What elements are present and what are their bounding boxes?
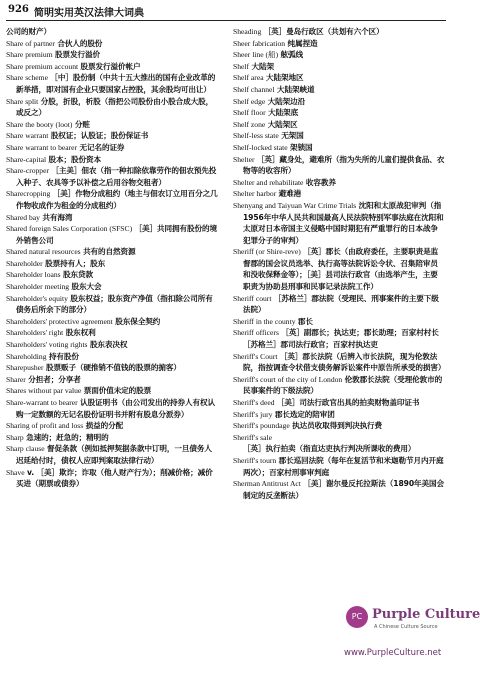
dictionary-entry	[233, 38, 445, 50]
entry-definition: ［美］作物分成租约（地主与佃农订立用百分之几作物收成作为租金的分成租约）	[16, 189, 218, 210]
entry-term: Sherman Antitrust Act	[233, 479, 301, 489]
entry-definition: v. ［美］欺诈；诈取（他人财产行为）；削减价格；减价买进（期票或债券）	[16, 467, 213, 489]
entry-term: Shared foreign Sales Corporation (SFSC)	[6, 224, 133, 234]
dictionary-entry	[6, 443, 218, 466]
dictionary-entry	[6, 316, 218, 328]
dictionary-entry	[233, 26, 445, 38]
entry-term: Sheriff's Court	[233, 351, 278, 361]
entry-term: Share warrant to bearer	[6, 142, 78, 152]
entry-term: Sharecropping	[6, 189, 51, 199]
entry-term: Sheriff's deed	[233, 398, 275, 407]
entry-definition: 郡长巡回法院（每年在复活节和米迦勒节月内开庭两次）；百家村刑事审判庭	[243, 455, 444, 477]
dictionary-entry	[233, 246, 445, 292]
entry-definition: 纯属捏造	[287, 38, 318, 48]
dictionary-entry	[233, 293, 445, 316]
entry-term: Shareholders' protective agreement	[6, 316, 113, 326]
dictionary-entry	[233, 107, 445, 119]
entry-term: Sheriff's tourn	[233, 455, 277, 465]
dictionary-entry	[6, 362, 218, 374]
entry-definition: 架锁国	[290, 142, 313, 152]
entry-definition: 股权证；认股证；股份保证书	[50, 131, 149, 141]
entry-term: Sheriff in the county	[233, 316, 296, 326]
dictionary-entry	[233, 119, 445, 131]
entry-term: Shareholder loans	[6, 270, 61, 280]
entry-definition: 股票持有人；股东	[45, 258, 106, 268]
entry-term: Share of partner	[6, 38, 55, 48]
header-rule	[6, 20, 446, 21]
entry-term: Shelter	[233, 154, 255, 164]
purple-culture-watermark	[328, 596, 480, 672]
book-title: 简明实用英汉法律大词典	[34, 8, 144, 19]
dictionary-entry	[233, 49, 445, 61]
entry-term: Shelf edge	[233, 96, 266, 106]
dictionary-entry	[6, 374, 218, 386]
entry-definition: 股本；股份资本	[48, 154, 101, 164]
entry-term: Sharepusher	[6, 363, 44, 373]
dictionary-entry	[6, 154, 218, 166]
entry-term: Shareholders' right	[6, 328, 64, 338]
entry-definition: 股东权益；股东资产净值（指扣除公司所有债务后所余下的部分）	[16, 293, 213, 315]
entry-term: Sheriff (or Shire-reve)	[233, 247, 301, 257]
entry-term: Shave	[6, 467, 25, 477]
entry-definition: 股票贩子（硬推销不值钱的股票的掮客）	[45, 363, 181, 373]
left-column	[6, 26, 218, 666]
entry-definition: 股东表决权	[89, 340, 128, 350]
dictionary-entry	[6, 165, 218, 188]
entry-definition: 股东权利	[65, 328, 96, 338]
entry-term: Share premium	[6, 50, 53, 60]
dictionary-entry	[6, 188, 218, 211]
dictionary-entry	[6, 420, 218, 432]
entry-term: Share scheme	[6, 73, 48, 83]
entry-definition: 股东保全契约	[115, 316, 161, 326]
dictionary-entry	[6, 61, 218, 73]
watermark-name: Purple Culture	[372, 607, 480, 622]
entry-term: Shares without par value	[6, 386, 82, 396]
dictionary-entry	[233, 327, 445, 350]
purple-culture-logo-icon: PC	[346, 606, 368, 628]
dictionary-entry	[6, 293, 218, 316]
dictionary-entry	[6, 142, 218, 154]
dictionary-entry	[233, 188, 445, 200]
entry-definition: 大陆架边沿	[267, 96, 306, 106]
entry-definition: ［中］股份制（中共十五大推出的国有企业改革的新举措，即对国有企业只要国家占控股，其余股均可出让）	[16, 73, 216, 94]
entry-term: Sheriff's poundage	[233, 421, 290, 431]
dictionary-entry	[6, 26, 218, 38]
entry-definition: ［英］藏身处，避难所（指为失所的儿童们提供食品、衣物等的收容所）	[243, 154, 445, 176]
entry-definition: 共有的自然资源	[83, 247, 136, 257]
dictionary-entry	[233, 96, 445, 108]
dictionary-entry	[233, 316, 445, 328]
entry-definition: 股票发行溢价帐户	[80, 61, 141, 71]
entry-term: Share-cropper	[6, 166, 50, 176]
entry-term: Share warrant	[6, 131, 49, 141]
entry-term: Share split	[6, 96, 39, 106]
dictionary-entry	[6, 223, 218, 246]
entry-term: Shelf-locked state	[233, 142, 288, 152]
entry-term: Sheading	[233, 27, 262, 36]
entry-term: Shareholder meeting	[6, 282, 70, 292]
entry-term: Sheer line (船)	[233, 50, 279, 60]
entry-term: Shared natural resources	[6, 247, 81, 257]
entry-definition: ［主美］佃农（指一种扣除依靠劳作的佃农预先投入种子、农具等予以补偿之后用谷物交租者）	[16, 166, 217, 187]
entry-definition: ［英］郡长（由政府委任，主要职责是监督郡的国会议员选举、执行高等法院诉讼令状、召集陪审员和没收保释金等）；［美］县司法行政官（由选举产生，主要职责为协助县刑事和民事记录法院工作）	[243, 247, 439, 292]
dictionary-entry	[6, 269, 218, 281]
dictionary-entry	[233, 61, 445, 73]
entry-definition: 股票发行溢价	[55, 50, 100, 60]
dictionary-entry	[6, 385, 218, 397]
entry-definition: ［英］副郡长；执达吏；郡长助理；百家村村长［苏格兰］郡司法行政官；百家村执达吏	[243, 328, 439, 350]
entry-definition: 郡长	[297, 316, 313, 326]
entry-term: Share the booty (loot)	[6, 119, 73, 129]
entry-term: Sheriff court	[233, 293, 272, 303]
dictionary-entry	[6, 246, 218, 258]
entry-term: Share-capital	[6, 154, 47, 164]
entry-term: Shareholders' voting rights	[6, 340, 88, 350]
entry-definition: 分担者；分享者	[28, 374, 81, 384]
dictionary-entry	[6, 130, 218, 142]
dictionary-entry	[233, 397, 445, 409]
entry-definition: 大陆架	[251, 61, 274, 71]
dictionary-entry	[233, 130, 445, 142]
entry-term: Sheriff's sale	[233, 432, 272, 442]
entry-term: Sheer fabrication	[233, 38, 286, 48]
dictionary-entry	[233, 420, 445, 432]
entry-term: Shared bay	[6, 212, 40, 222]
entry-term: Share premium account	[6, 61, 79, 71]
entry-term: Shareholding	[6, 351, 47, 361]
entry-definition: 收容教养	[305, 177, 336, 187]
entry-definition: 执达员收取得到判决执行费	[292, 421, 383, 431]
entry-term: Sheriff's jury	[233, 409, 273, 419]
entry-definition: ［英］郡长法院（后辨入市长法院，现为伦敦法院，指按调查令状借支债务解诉讼案件中原告所承受的损害）	[243, 351, 446, 373]
entry-term: Shelf-less state	[233, 131, 279, 141]
entry-term: Share-warrant to bearer	[6, 398, 78, 407]
entry-definition: 大陆架底	[268, 108, 299, 118]
dictionary-entry	[233, 72, 445, 84]
entry-term: Sheriff's court of the city of London	[233, 374, 343, 384]
entry-definition: 大陆架峡道	[276, 84, 315, 94]
dictionary-entry	[6, 212, 218, 224]
entry-term: Sharp	[6, 432, 24, 442]
dictionary-entry	[233, 142, 445, 154]
entry-definition: 分股，折股，析股（指把公司股份由小股合成大股，或反之）	[16, 96, 214, 118]
entry-definition: 舷弧线	[280, 50, 304, 60]
entry-definition: 急速的；赶急的；精明的	[26, 432, 109, 442]
entry-term: Sheriff officers	[233, 328, 279, 338]
dictionary-entry	[233, 177, 445, 189]
entry-definition: 避难港	[278, 189, 302, 199]
entry-definition: 合伙人的股份	[57, 38, 103, 48]
entry-definition: 认股证明书（由公司发出的持券人有权认购一定数额的无记名股份证明书并附有股息分派券）	[16, 398, 215, 419]
entry-definition: ［美］谢尔曼反托拉斯法（1890年美国会制定的反垄断法）	[243, 479, 444, 500]
dictionary-entry	[233, 200, 445, 246]
entry-term: Shareholder	[6, 258, 43, 268]
entry-term: Shelf area	[233, 73, 264, 83]
entry-term: Shelf	[233, 61, 250, 71]
entry-definition: 沈阳和太原战犯审判（指1956年中华人民共和国最高人民法院特别军事法庭在沈阳和太原对日本帝国主义侵略中国时期犯有严重罪行的日本战争犯罪分子的审判）	[243, 200, 444, 245]
dictionary-entry	[233, 455, 445, 478]
entry-term: Shelf zone	[233, 119, 266, 129]
entry-term: Shareholder's equity	[6, 293, 68, 303]
entry-term: Shelter and rehabilitate	[233, 177, 304, 187]
entry-term: Shelter harbor	[233, 189, 277, 199]
entry-definition: 大陆架地区	[266, 73, 304, 83]
dictionary-entry	[233, 432, 445, 455]
page-number: 926	[8, 4, 29, 15]
entry-definition: ［苏格兰］郡法院（受理民、刑事案件的主要下级法院）	[243, 293, 439, 315]
dictionary-entry	[6, 351, 218, 363]
entry-definition: 无记名的证券	[79, 142, 125, 152]
dictionary-entry	[233, 154, 445, 177]
dictionary-entry	[233, 84, 445, 96]
dictionary-entry	[233, 374, 445, 397]
dictionary-entry	[6, 258, 218, 270]
entry-term: Shenyang and Taiyuan War Crime Trials	[233, 200, 357, 210]
dictionary-entry	[233, 409, 445, 421]
entry-definition: 无架国	[281, 131, 304, 141]
entry-definition: ［美］司法行政官出具的拍卖财物盖印证书	[276, 398, 420, 407]
entry-definition: ［英］曼岛行政区（共划有六个区）	[263, 27, 384, 36]
entry-term: Sharp clause	[6, 444, 45, 454]
right-column	[233, 26, 445, 666]
dictionary-entry	[6, 432, 218, 444]
dictionary-entry	[6, 119, 218, 131]
watermark-url: www.PurpleCulture.net	[344, 648, 442, 658]
watermark-tagline: A Chinese Culture Source	[374, 624, 438, 630]
dictionary-entry	[6, 49, 218, 61]
entry-definition: 郡长选定的陪审团	[274, 409, 335, 419]
dictionary-entry	[6, 467, 218, 490]
entry-term: Sharing of profit and loss	[6, 421, 84, 431]
entry-definition: 大陆架区	[267, 119, 298, 129]
dictionary-entry	[6, 72, 218, 95]
entry-definition: 公司的财产）	[6, 27, 51, 36]
dictionary-entry	[6, 327, 218, 339]
dictionary-entry	[233, 478, 445, 501]
entry-definition: 共有海湾	[42, 212, 73, 222]
entry-definition: 股东大会	[71, 282, 102, 292]
entry-definition: 股东贷款	[63, 270, 94, 280]
entry-term: Shelf channel	[233, 84, 275, 94]
dictionary-entry	[6, 38, 218, 50]
dictionary-entry	[233, 351, 445, 374]
entry-definition: ［英］执行拍卖（指直达吏执行判决所课收的费用）	[243, 444, 416, 454]
entry-definition: 损益的分配	[85, 421, 124, 431]
dictionary-entry	[6, 96, 218, 119]
dictionary-entry	[6, 281, 218, 293]
entry-definition: 票面价值未定的股票	[83, 386, 152, 396]
entry-definition: 督促条款（例如抵押契据条款中订明，一旦债务人迟延给付时，债权人应即判案取法律行动）	[16, 444, 212, 465]
entry-term: Sharer	[6, 374, 26, 384]
dictionary-entry	[6, 339, 218, 351]
entry-definition: 分赃	[74, 119, 90, 129]
entry-definition: 持有股份	[48, 351, 79, 361]
entry-definition: 伦敦郡长法院（受理伦敦市的民事案件的下级法院）	[243, 374, 443, 396]
entry-term: Shelf floor	[233, 108, 266, 118]
entry-definition: ［美］共同拥有股份的境外销售公司	[16, 224, 217, 245]
dictionary-entry	[6, 397, 218, 420]
page-header	[0, 0, 450, 22]
